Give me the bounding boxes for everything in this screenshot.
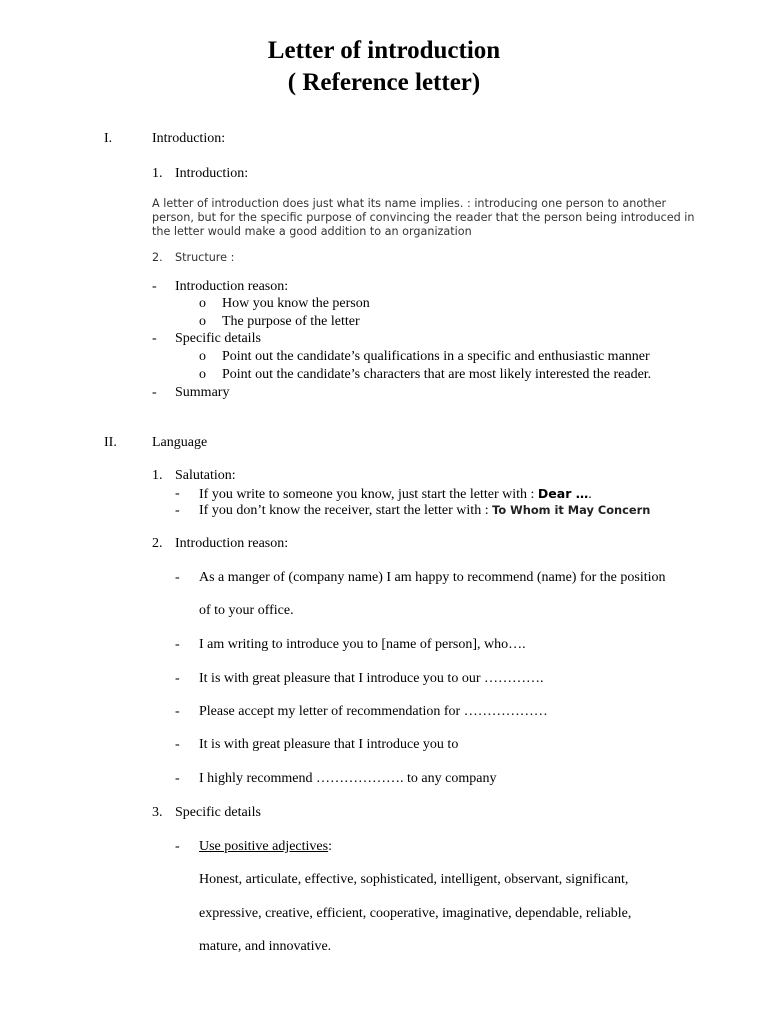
intro-paragraph-line-3: the letter would make a good addition to an organization [152, 225, 472, 238]
intro-reason-label: Introduction reason: [175, 536, 289, 551]
dash-marker: - [175, 637, 180, 652]
section-1-heading: Introduction: [152, 131, 226, 146]
intro-paragraph-line-1: A letter of introduction does just what its name implies. : introducing one person to another [152, 197, 667, 210]
reason-line-5: Please accept my letter of recommendation for ……………… [199, 704, 548, 719]
bullet-marker: o [199, 296, 206, 311]
salutation-line-1-text: If you write to someone you know, just start the letter with : [199, 487, 538, 502]
salutation-number: 1. [152, 468, 163, 483]
salutation-line-1 [199, 485, 592, 503]
adjectives-heading [199, 838, 332, 855]
adjectives-label: Use positive adjectives [199, 839, 329, 854]
structure-bullet-4: Point out the candidate’s characters that are most likely interested the reader. [222, 367, 652, 382]
structure-bullet-3: Point out the candidate’s qualifications in a specific and enthusiastic manner [222, 349, 650, 364]
structure-bullet-2: The purpose of the letter [222, 314, 360, 329]
adjectives-line-2: expressive, creative, efficient, cooperative, imaginative, dependable, reliable, [199, 906, 632, 921]
sub-2-number: 2. [152, 251, 163, 264]
adjectives-line-1: Honest, articulate, effective, sophisticated, intelligent, observant, significant, [199, 872, 629, 887]
dash-marker: - [152, 385, 157, 400]
dash-marker: - [152, 331, 157, 346]
salutation-line-2-text: If you don’t know the receiver, start the letter with : [199, 503, 493, 518]
reason-line-2: of to your office. [199, 603, 294, 618]
bullet-marker: o [199, 367, 206, 382]
dear-text: Dear … [537, 486, 589, 501]
specific-label: Specific details [175, 805, 261, 820]
structure-summary: Summary [175, 385, 230, 400]
dash-marker: - [175, 570, 180, 585]
reason-line-1: As a manger of (company name) I am happy to recommend (name) for the position [199, 570, 666, 585]
section-2-heading: Language [152, 435, 208, 450]
dash-marker: - [175, 771, 180, 786]
reason-line-4: It is with great pleasure that I introduce you to our …………. [199, 671, 544, 686]
structure-intro-reason: Introduction reason: [175, 279, 289, 294]
reason-line-7: I highly recommend ………………. to any company [199, 771, 497, 786]
section-2-numeral: II. [104, 435, 117, 450]
salutation-line-2 [199, 502, 650, 519]
bullet-marker: o [199, 349, 206, 364]
dash-marker: - [152, 279, 157, 294]
dash-marker: - [175, 671, 180, 686]
dash-marker: - [175, 486, 180, 501]
page-title: Letter of introduction [267, 37, 501, 64]
reason-line-6: It is with great pleasure that I introduce you to [199, 737, 459, 752]
adjectives-line-3: mature, and innovative. [199, 939, 332, 954]
salutation-line-1-end: . [588, 487, 592, 502]
intro-paragraph-line-2: person, but for the specific purpose of convincing the reader that the person being introduced in [152, 211, 695, 224]
dash-marker: - [175, 704, 180, 719]
bullet-marker: o [199, 314, 206, 329]
structure-specific: Specific details [175, 331, 261, 346]
sub-2-label: Structure : [175, 251, 235, 264]
intro-reason-number: 2. [152, 536, 163, 551]
sub-1-number: 1. [152, 166, 163, 181]
salutation-label: Salutation: [175, 468, 236, 483]
dash-marker: - [175, 737, 180, 752]
whom-text: To Whom it May Concern [492, 503, 651, 517]
adjectives-colon: : [328, 839, 332, 854]
dash-marker: - [175, 839, 180, 854]
page-subtitle: ( Reference letter) [287, 69, 481, 96]
sub-1-label: Introduction: [175, 166, 249, 181]
dash-marker: - [175, 503, 180, 518]
reason-line-3: I am writing to introduce you to [name of person], who…. [199, 637, 526, 652]
structure-bullet-1: How you know the person [222, 296, 370, 311]
specific-number: 3. [152, 805, 163, 820]
section-1-numeral: I. [104, 131, 113, 146]
